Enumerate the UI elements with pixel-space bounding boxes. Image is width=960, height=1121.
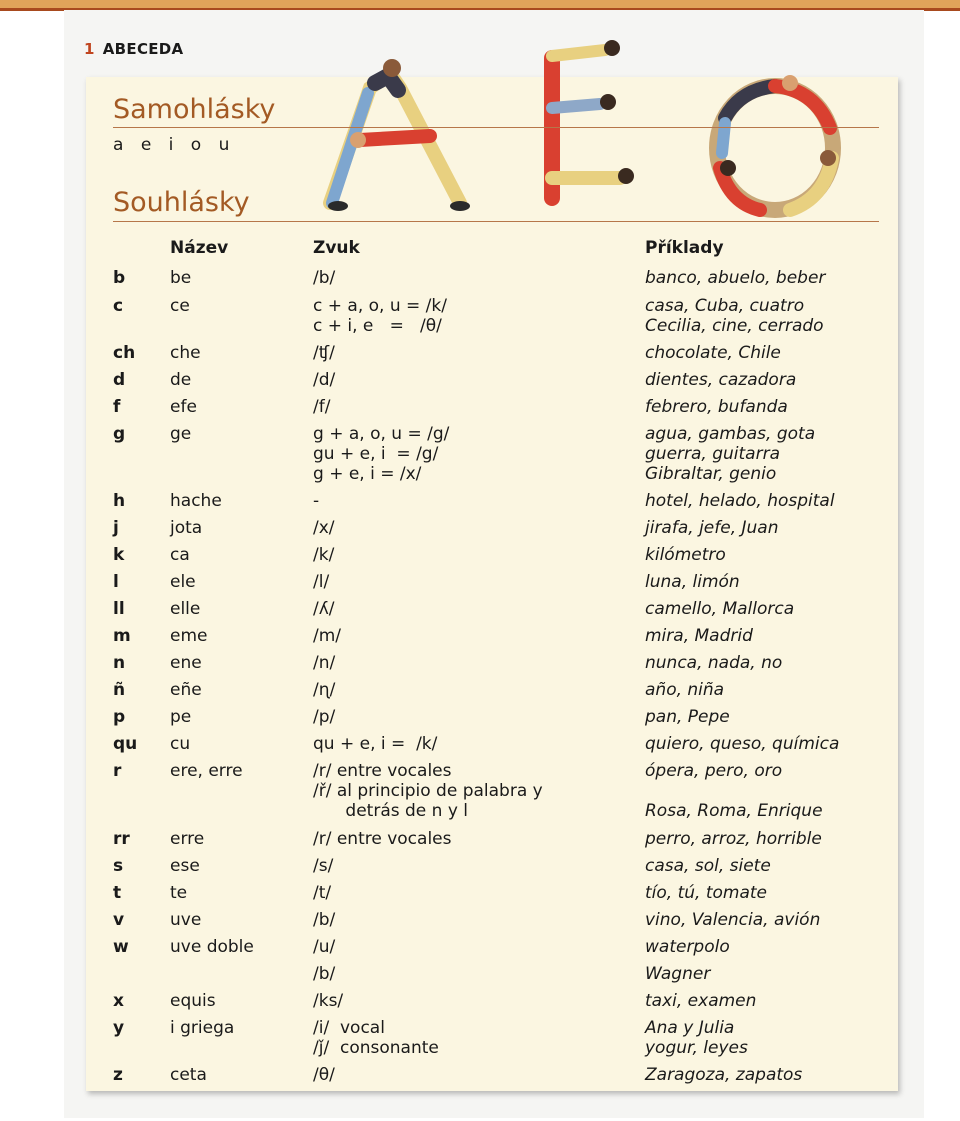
row-sound-line: /d/ — [313, 370, 336, 390]
row-sound — [313, 856, 333, 876]
row-examples-line: casa, sol, siete — [645, 856, 771, 876]
row-sound — [313, 734, 437, 754]
row-sound — [313, 829, 452, 849]
row-examples-line: febrero, bufanda — [645, 397, 788, 417]
row-letter: j — [113, 518, 119, 538]
row-sound-line: /m/ — [313, 626, 342, 646]
row-name: efe — [170, 397, 197, 417]
row-examples-line: año, niña — [645, 680, 725, 700]
chapter-title: ABECEDA — [102, 40, 184, 58]
row-examples — [645, 424, 815, 484]
row-name: ele — [170, 572, 196, 592]
row-name: equis — [170, 991, 216, 1011]
row-letter: qu — [113, 734, 138, 754]
row-sound — [313, 761, 543, 821]
row-letter: ch — [113, 343, 136, 363]
row-sound-line: /ʎ/ — [313, 599, 335, 619]
row-sound-line: /i/ vocal — [313, 1018, 385, 1038]
row-examples-line: Wagner — [645, 964, 711, 984]
row-sound-line: /f/ — [313, 397, 331, 417]
row-letter: y — [113, 1018, 125, 1038]
row-examples — [645, 707, 730, 727]
row-examples — [645, 680, 724, 700]
row-sound — [313, 424, 449, 484]
row-letter: h — [113, 491, 126, 511]
row-examples-line: yogur, leyes — [645, 1038, 748, 1058]
row-examples-line: camello, Mallorca — [645, 599, 795, 619]
consonants-title-rule — [113, 221, 879, 222]
row-examples-line: nunca, nada, no — [645, 653, 783, 673]
row-sound — [313, 491, 319, 511]
row-sound-line: /b/ — [313, 964, 336, 984]
row-sound-line: /b/ — [313, 268, 336, 288]
row-sound-line: c + a, o, u = /k/ — [313, 296, 447, 316]
row-examples-line: vino, Valencia, avión — [645, 910, 821, 930]
row-sound — [313, 296, 447, 336]
row-examples — [645, 734, 839, 754]
row-name: eñe — [170, 680, 202, 700]
row-examples — [645, 370, 796, 390]
row-name: che — [170, 343, 201, 363]
row-name: hache — [170, 491, 222, 511]
row-letter: w — [113, 937, 129, 957]
row-examples — [645, 653, 782, 673]
row-letter: s — [113, 856, 124, 876]
row-name: eme — [170, 626, 208, 646]
row-sound — [313, 883, 331, 903]
row-letter: k — [113, 545, 125, 565]
row-sound — [313, 370, 335, 390]
row-examples-line: Cecilia, cine, cerrado — [645, 316, 824, 336]
row-letter: r — [113, 761, 122, 781]
row-examples — [645, 296, 824, 336]
row-name: ere, erre — [170, 761, 243, 781]
row-sound-line: detrás de n y l — [313, 801, 469, 821]
row-name: ce — [170, 296, 190, 316]
row-name: ca — [170, 545, 190, 565]
row-letter: m — [113, 626, 131, 646]
row-examples — [645, 518, 778, 538]
row-sound — [313, 518, 335, 538]
row-letter: z — [113, 1065, 123, 1085]
row-examples — [645, 491, 835, 511]
row-examples-line: casa, Cuba, cuatro — [645, 296, 805, 316]
row-examples-line: hotel, helado, hospital — [645, 491, 835, 511]
row-name: uve doble — [170, 937, 254, 957]
row-name: ene — [170, 653, 202, 673]
row-examples — [645, 883, 767, 903]
column-header-name: Název — [170, 238, 229, 258]
row-name: ceta — [170, 1065, 207, 1085]
row-name: jota — [170, 518, 203, 538]
row-sound — [313, 572, 329, 592]
row-sound-line: qu + e, i = /k/ — [313, 734, 438, 754]
consonants-title: Souhlásky — [113, 187, 250, 218]
row-name: cu — [170, 734, 191, 754]
row-sound-line: gu + e, i = /g/ — [313, 444, 439, 464]
row-name: erre — [170, 829, 205, 849]
row-sound-line: /ř/ al principio de palabra y — [313, 781, 543, 801]
row-sound — [313, 653, 335, 673]
row-sound — [313, 680, 335, 700]
row-letter: d — [113, 370, 126, 390]
row-sound-line: c + i, e = /θ/ — [313, 316, 442, 336]
row-examples — [645, 1018, 748, 1058]
row-sound — [313, 964, 335, 984]
row-sound — [313, 991, 343, 1011]
row-examples — [645, 937, 730, 957]
row-examples-line: tío, tú, tomate — [645, 883, 768, 903]
letter-e-figure — [552, 40, 634, 198]
row-sound — [313, 707, 335, 727]
row-sound — [313, 1018, 439, 1058]
row-sound-line: /l/ — [313, 572, 330, 592]
row-examples-line: chocolate, Chile — [645, 343, 781, 363]
row-letter: v — [113, 910, 125, 930]
chapter-number: 1 — [84, 40, 95, 58]
row-sound-line: /u/ — [313, 937, 336, 957]
row-examples-line: dientes, cazadora — [645, 370, 797, 390]
row-name: de — [170, 370, 192, 390]
row-examples — [645, 829, 822, 849]
row-letter: f — [113, 397, 121, 417]
row-sound-line: g + a, o, u = /g/ — [313, 424, 450, 444]
row-sound-line: /n/ — [313, 653, 336, 673]
row-letter: t — [113, 883, 122, 903]
row-sound-line: /ɳ/ — [313, 680, 336, 700]
row-examples-line: waterpolo — [645, 937, 730, 957]
row-examples — [645, 599, 794, 619]
row-examples — [645, 964, 710, 984]
row-examples-line: banco, abuelo, beber — [645, 268, 826, 288]
row-examples — [645, 626, 753, 646]
people-forming-letters-a-e-o-icon — [320, 28, 860, 228]
row-name: ese — [170, 856, 200, 876]
row-examples — [645, 991, 756, 1011]
row-examples-line: kilómetro — [645, 545, 726, 565]
row-examples — [645, 343, 781, 363]
row-examples — [645, 397, 788, 417]
row-examples-line — [645, 781, 823, 801]
chapter-heading — [84, 40, 183, 58]
row-name: te — [170, 883, 188, 903]
row-sound-line: /r/ entre vocales — [313, 761, 452, 781]
vowels-title: Samohlásky — [113, 94, 276, 125]
row-sound — [313, 268, 335, 288]
row-sound — [313, 937, 335, 957]
row-name: i griega — [170, 1018, 235, 1038]
row-sound-line: /θ/ — [313, 1065, 335, 1085]
column-header-sound: Zvuk — [313, 238, 360, 258]
row-examples — [645, 545, 726, 565]
row-examples-line: guerra, guitarra — [645, 444, 780, 464]
row-letter: ll — [113, 599, 125, 619]
row-letter: x — [113, 991, 124, 1011]
row-sound — [313, 626, 341, 646]
row-examples — [645, 910, 820, 930]
row-letter: ñ — [113, 680, 126, 700]
row-letter: p — [113, 707, 126, 727]
row-sound-line: /ks/ — [313, 991, 344, 1011]
row-sound-line: - — [313, 491, 320, 511]
letter-o-figure — [717, 75, 836, 210]
row-sound-line: /ʧ/ — [313, 343, 335, 363]
row-examples-line: agua, gambas, gota — [645, 424, 816, 444]
row-letter: g — [113, 424, 126, 444]
row-name: pe — [170, 707, 192, 727]
row-sound — [313, 545, 334, 565]
row-examples-line: mira, Madrid — [645, 626, 753, 646]
row-examples-line: Zaragoza, zapatos — [645, 1065, 803, 1085]
row-sound-line: /x/ — [313, 518, 335, 538]
row-sound-line: /b/ — [313, 910, 336, 930]
column-header-examples: Příklady — [645, 238, 724, 258]
row-letter: rr — [113, 829, 130, 849]
row-examples-line: pan, Pepe — [645, 707, 730, 727]
row-examples-line: jirafa, jefe, Juan — [645, 518, 779, 538]
row-sound-line: /p/ — [313, 707, 336, 727]
row-examples — [645, 268, 825, 288]
vowels-title-rule — [113, 127, 879, 128]
row-name: be — [170, 268, 192, 288]
row-sound-line: /t/ — [313, 883, 332, 903]
row-sound — [313, 1065, 335, 1085]
row-sound — [313, 910, 335, 930]
row-name: elle — [170, 599, 201, 619]
row-examples-line: Ana y Julia — [645, 1018, 735, 1038]
row-examples — [645, 856, 771, 876]
row-examples-line: quiero, queso, química — [645, 734, 840, 754]
row-sound-line: /k/ — [313, 545, 335, 565]
row-name: ge — [170, 424, 192, 444]
row-examples — [645, 572, 740, 592]
row-sound-line: /ǰ/ consonante — [313, 1038, 439, 1058]
row-examples-line: Gibraltar, genio — [645, 464, 777, 484]
row-examples-line: taxi, examen — [645, 991, 757, 1011]
row-examples-line: perro, arroz, horrible — [645, 829, 822, 849]
row-examples-line: luna, limón — [645, 572, 740, 592]
row-letter: b — [113, 268, 126, 288]
row-sound-line: /r/ entre vocales — [313, 829, 452, 849]
row-letter: l — [113, 572, 119, 592]
row-sound — [313, 397, 330, 417]
row-letter: n — [113, 653, 126, 673]
row-name: uve — [170, 910, 202, 930]
row-sound-line: /s/ — [313, 856, 334, 876]
row-sound — [313, 599, 335, 619]
row-sound-line: g + e, i = /x/ — [313, 464, 422, 484]
row-examples-line: ópera, pero, oro — [645, 761, 783, 781]
vowel-letters: a e i o u — [113, 135, 230, 155]
row-examples — [645, 761, 823, 821]
row-examples-line: Rosa, Roma, Enrique — [645, 801, 823, 821]
row-examples — [645, 1065, 802, 1085]
row-sound — [313, 343, 335, 363]
letter-a-figure — [328, 59, 470, 211]
row-letter: c — [113, 296, 124, 316]
